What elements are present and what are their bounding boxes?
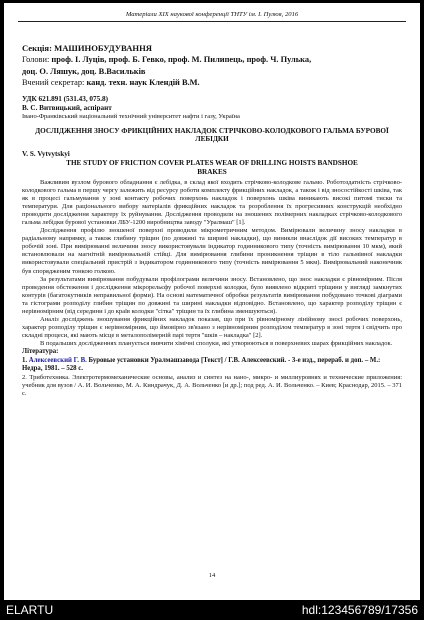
references-heading: Література: bbox=[22, 347, 59, 355]
status-bar bbox=[0, 600, 424, 620]
body-paragraph-1: Важливим вузлом бурового обладнання є лебідка, в склад якої входить стрічково-колодкове гальмо. Роботоздатність стрічково-колодкового гальма в першу чергу залежить від ресурсу роботи комплекту фрикційних накладок, а також і від зносостійкості шківа, так як в процесі гальмування у зоні контакту робочих поверхонь накладок і поверхонь шківа виникають високі питомі тиски та температури. Для раціонального вибору матеріалів фрикційних накладок та розроблення їх прогресивних конструкцій необхідно проводити дослідження характеру їх руйнування. Дослідження проводили на зношених полімерних накладках стрічково-колодкового гальма лебідки бурової установки ЛБУ-1200 виробництва заводу "Уралмаш" [1]. bbox=[22, 178, 402, 227]
secretary-line bbox=[22, 77, 402, 89]
section-label: Секція: bbox=[22, 43, 55, 53]
page-content bbox=[22, 43, 402, 398]
heads-label: Голови: bbox=[22, 55, 52, 64]
page-number: 14 bbox=[208, 572, 216, 579]
reference-1-text: Буровые установки Уралмашзавода [Текст] / Г.В. Алексеевский. - 3-е изд., перераб. и доп. – М.: Недра, 1981. – 528 с. bbox=[22, 356, 381, 373]
secretary-value: канд. техн. наук Клендій В.М. bbox=[86, 78, 200, 88]
document-page bbox=[4, 3, 420, 600]
affiliation: Івано-Франківський національний технічний університет нафти і газу, Україна bbox=[22, 113, 240, 121]
body-paragraph-2: Дослідження профілю зношеної поверхні проводили мікрометричним методом. Вимірювали величину зносу накладки в радіальному напрямку, а також глибину тріщин (по довжині та ширині накладки), що виникли внаслідок дії високих температур в робочій зоні. При вимірюванні величини зносу використовували індикатор годинникового типу (точність вимірювання 10 мкм), який встановлювали на магнітній вимірювальній стійці. Для вимірювання глибини проникнення тріщин в тіло гальмівної накладки використовували спеціальний пристрій з індикатором годинникового типу (точність вимірювання 5 мкм). Вимірювальний наконечник був спорядженим тонкою голкою. bbox=[22, 227, 402, 275]
udc-code: УДК 621.891 (531.43, 075.8) bbox=[22, 94, 108, 103]
body-paragraph-3: За результатами вимірювання побудували профілограми величини зносу. Встановлено, що знос накладки є рівномірним. Після проведення обстеження і дослідження мікрорельєфу робочої поверхні колодки, було виявлено відкриті тріщини у вигляді замкнутих контурів (багатокутників неправильної форми). На основі математичної обробки результатів вимірювання побудовано точкові діаграми та гістограми розподілу глибин тріщин по довжині та ширині накладки відповідно. Встановлено, що характер розподілу тріщин є нерівномірним (від середини і до країв колодки "сітка" тріщин та їх глибина зменшуються). bbox=[22, 275, 402, 315]
header-rule bbox=[18, 21, 406, 22]
article-title-ua: ДОСЛІДЖЕННЯ ЗНОСУ ФРИКЦІЙНИХ НАКЛАДОК СТРІЧКОВО-КОЛОДКОВОГО ГАЛЬМА БУРОВОЇ ЛЕБІДКИ bbox=[35, 126, 389, 144]
heads-line-1 bbox=[22, 54, 402, 66]
running-head: Матеріали XIX наукової конференції ТНТУ ім. І. Пулюя, 2016 bbox=[125, 11, 299, 18]
repository-name: ELARTU bbox=[6, 603, 54, 617]
handle-identifier: hdl:123456789/17356 bbox=[301, 603, 418, 617]
secretary-label: Вчений секретар: bbox=[22, 78, 87, 88]
section-value: МАШИНОБУДУВАННЯ bbox=[54, 43, 152, 53]
heads-names-1: проф. І. Луців, проф. Б. Гевко, проф. М. Пилипець, проф. Ч. Пулька, bbox=[51, 55, 312, 64]
reference-1-author-link[interactable]: Алексеевский Г. В. bbox=[28, 356, 87, 364]
section-line bbox=[22, 43, 402, 54]
reference-1-number: 1. bbox=[22, 356, 29, 364]
reference-2: 2. Триботехника. Электротермомеханические основы, анализ и синтез на нано-, микро- и миллиуровнях и технические приложения: учебник для вузов / А. И. Вольченко, М. А. Киндрачук, Д. А. Вольченко [и др.]; под ред. А. И. Вольченко. – Киев; Краснодар, 2015. – 371 с. bbox=[22, 373, 402, 398]
heads-line-2: доц. О. Ляшук, доц. В.Васильків bbox=[22, 66, 146, 76]
reference-1 bbox=[22, 357, 402, 374]
body-paragraph-4: Аналіз досліджень зношування фрикційних накладок показав, що при їх рівномірному лінійному зносі робочих поверхонь, характер розподілу тріщин є нерівномірним, що ймовірно зв'язано з нерівномірним розподілом температур в зоні тертя і свідчить про складні процеси, які мають місце в металополімерній парі тертя "шків – накладка" [2]. bbox=[22, 315, 402, 339]
author-en: V. S. Vytvytskyi bbox=[22, 150, 70, 159]
body-paragraph-5: В подальших дослідженнях планується вивчити хімічні сполуки, які утворюються в поверхневих шарах фрикційних накладок. bbox=[40, 339, 393, 347]
article-title-en: THE STUDY OF FRICTION COVER PLATES WEAR OF DRILLING HOISTS BANDSHOE BRAKES bbox=[66, 159, 358, 177]
author-ua: В. С. Витвицький, аспірант bbox=[22, 103, 112, 112]
